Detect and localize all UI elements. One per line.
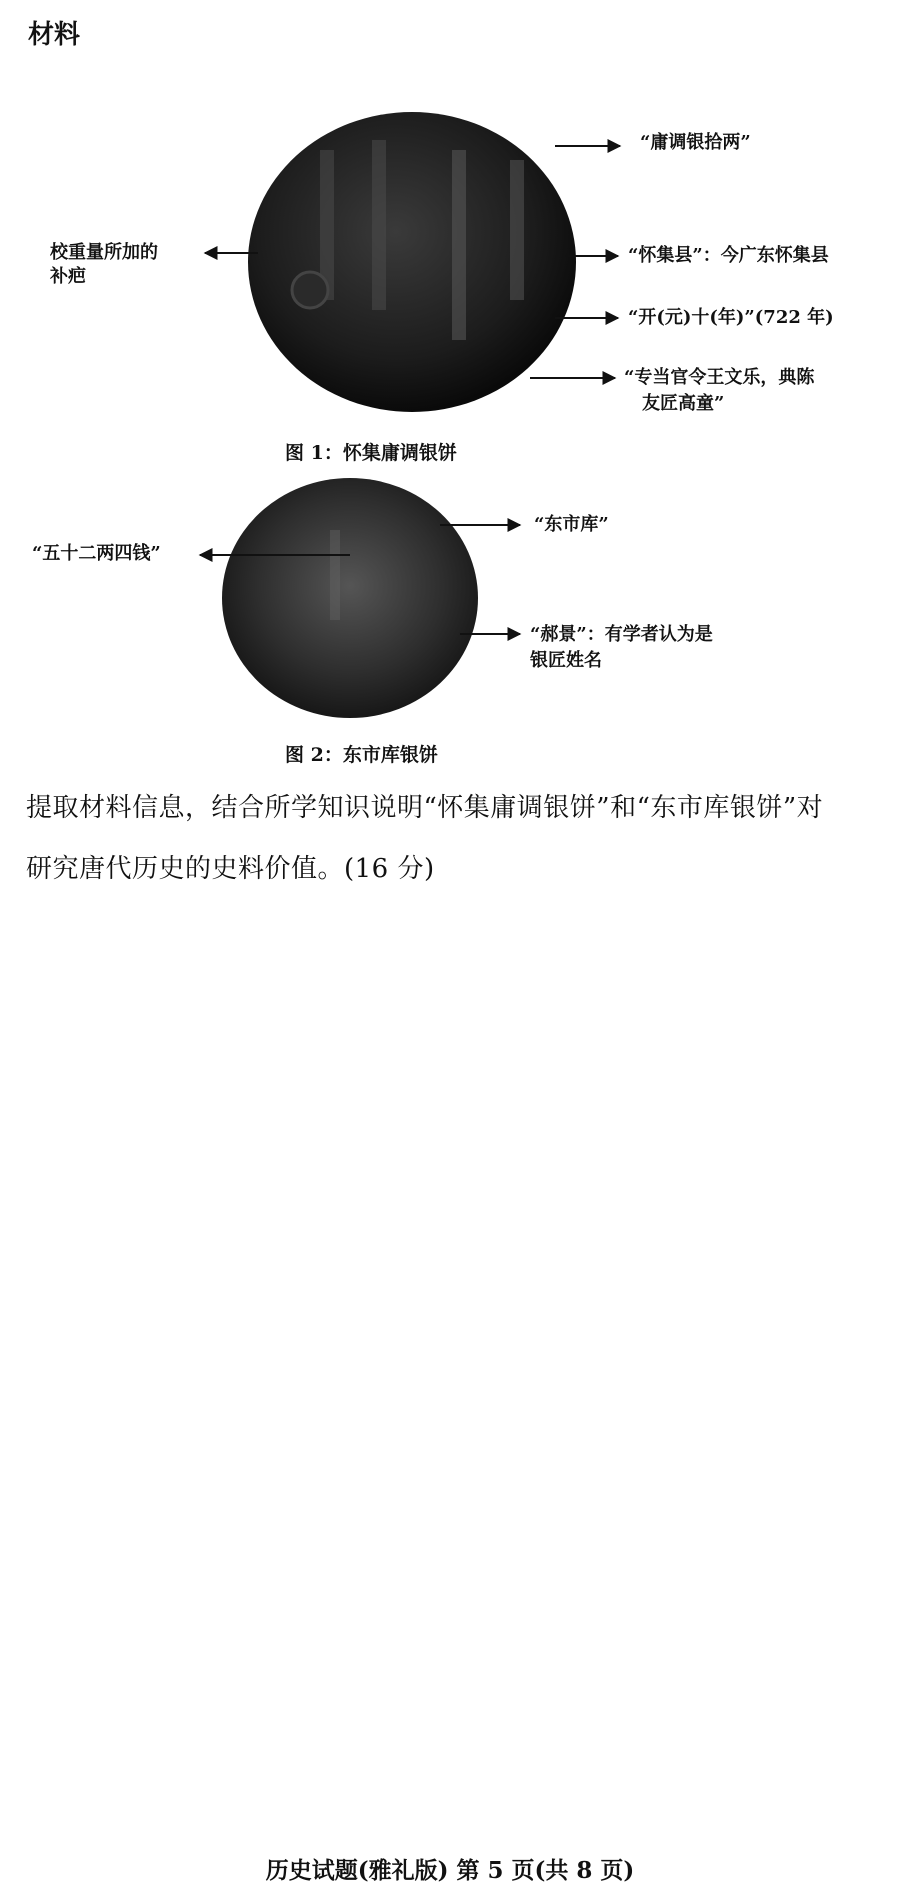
label-weight: “五十二两四钱” bbox=[32, 543, 161, 564]
label-yongdiao: “庸调银拾两” bbox=[640, 132, 751, 153]
label-kaiyuan: “开(元)十(年)”(722 年) bbox=[628, 307, 834, 328]
coin-dongshiku-image bbox=[222, 478, 478, 718]
label-huaiji-county: “怀集县”：今广东怀集县 bbox=[628, 245, 829, 266]
question-line1: 提取材料信息，结合所学知识说明“怀集庸调银饼”和“东市库银饼”对 bbox=[26, 793, 824, 823]
figures-drawing bbox=[0, 0, 900, 800]
material-heading: 材料 bbox=[28, 20, 81, 50]
label-patch-line1: 校重量所加的 bbox=[50, 242, 158, 263]
figure1-caption: 图 1：怀集庸调银饼 bbox=[285, 442, 457, 464]
label-officials-line1: “专当官令王文乐，典陈 bbox=[624, 367, 815, 388]
label-patch-line2: 补疤 bbox=[50, 266, 86, 287]
question-line2: 研究唐代历史的史料价值。(16 分) bbox=[26, 854, 435, 884]
figure2-caption: 图 2：东市库银饼 bbox=[285, 744, 438, 766]
label-haojing-line2: 银匠姓名 bbox=[530, 650, 602, 671]
label-officials-line2: 友匠高童” bbox=[642, 393, 725, 414]
coin-huaiji-image bbox=[248, 112, 576, 412]
label-dongshiku: “东市库” bbox=[534, 514, 609, 535]
label-haojing-line1: “郝景”：有学者认为是 bbox=[530, 624, 713, 645]
page-footer: 历史试题(雅礼版) 第 5 页(共 8 页) bbox=[265, 1857, 635, 1884]
